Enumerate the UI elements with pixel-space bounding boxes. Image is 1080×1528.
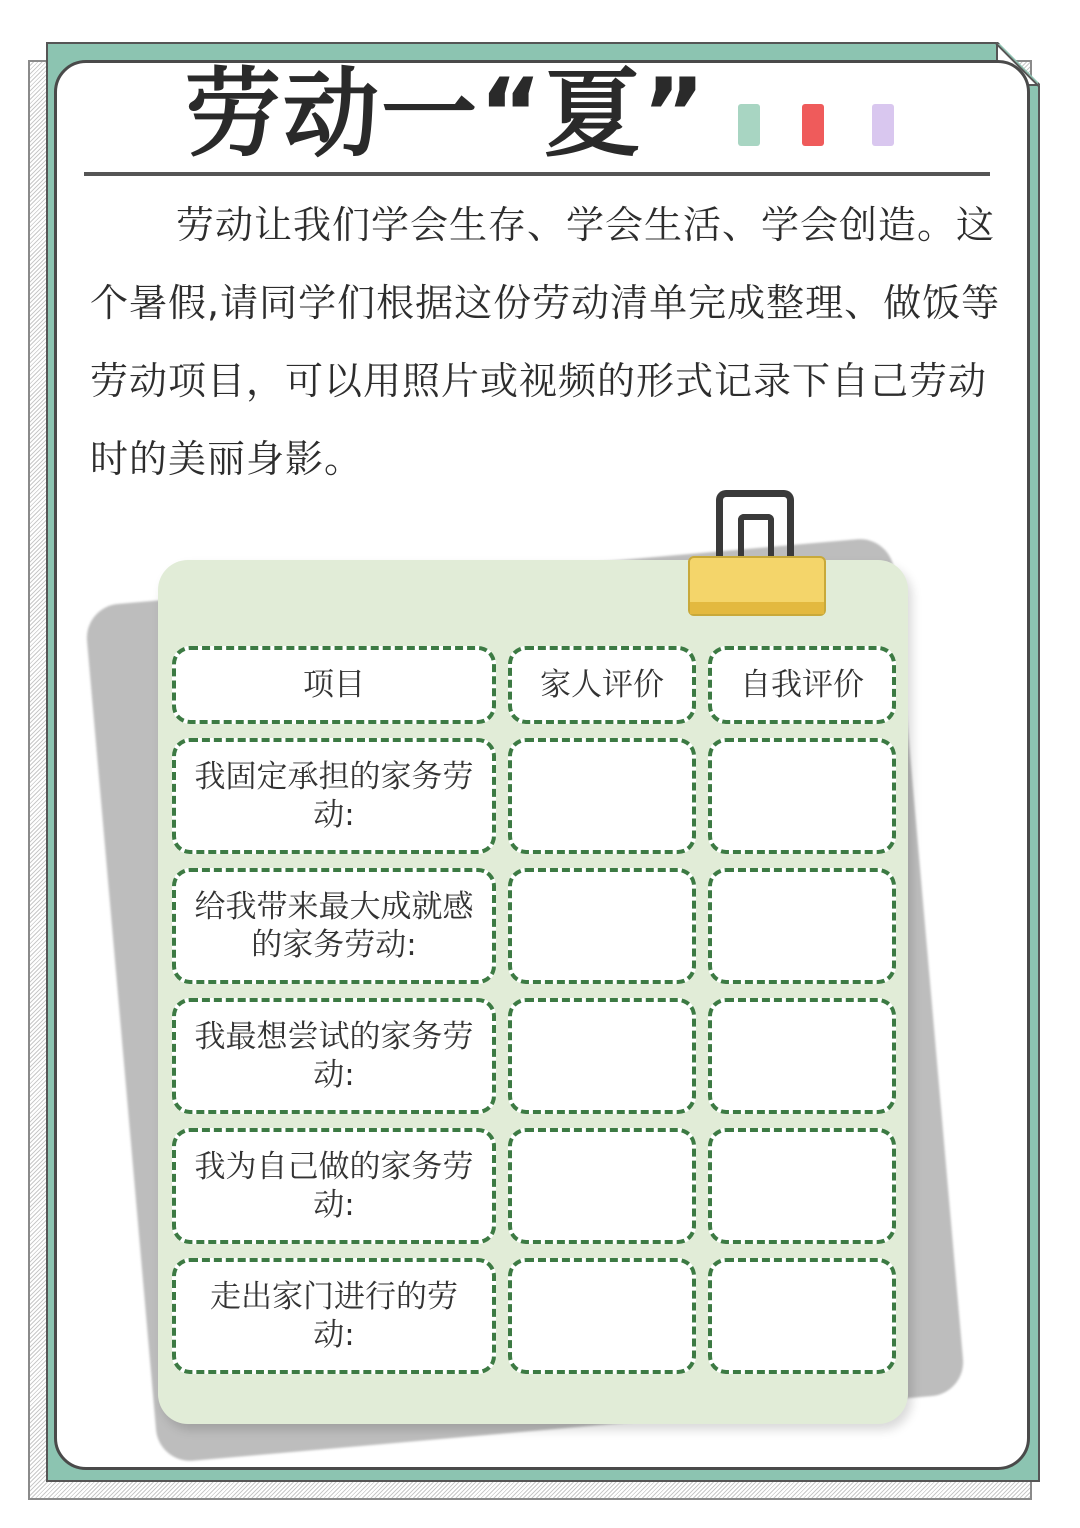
- row-3-item-label: 我最想尝试的家务劳动:: [172, 998, 496, 1114]
- row-3-family-rating-cell[interactable]: [508, 998, 696, 1114]
- row-1-item-label: 我固定承担的家务劳动:: [172, 738, 496, 854]
- row-5-self-rating-cell[interactable]: [708, 1258, 896, 1374]
- tag-green-decoration: [738, 104, 760, 146]
- row-2-family-rating-cell[interactable]: [508, 868, 696, 984]
- intro-paragraph: 劳动让我们学会生存、学会生活、学会创造。这个暑假,请同学们根据这份劳动清单完成整理、做饭等劳动项目，可以用照片或视频的形式记录下自己劳动时的美丽身影。: [90, 203, 1001, 481]
- row-2-item-label: 给我带来最大成就感的家务劳动:: [172, 868, 496, 984]
- row-5-family-rating-cell[interactable]: [508, 1258, 696, 1374]
- header-self-rating: 自我评价: [708, 646, 896, 724]
- tag-red-decoration: [802, 104, 824, 146]
- row-4-family-rating-cell[interactable]: [508, 1128, 696, 1244]
- row-4-item-label: 我为自己做的家务劳动:: [172, 1128, 496, 1244]
- page-title: 劳动一“夏”: [185, 58, 708, 170]
- row-1-self-rating-cell[interactable]: [708, 738, 896, 854]
- row-3-self-rating-cell[interactable]: [708, 998, 896, 1114]
- header-family-rating: 家人评价: [508, 646, 696, 724]
- row-5-item-label: 走出家门进行的劳动:: [172, 1258, 496, 1374]
- tag-purple-decoration: [872, 104, 894, 146]
- row-4-self-rating-cell[interactable]: [708, 1128, 896, 1244]
- binder-clip-base: [688, 556, 826, 616]
- row-1-family-rating-cell[interactable]: [508, 738, 696, 854]
- title-underline: [84, 172, 990, 176]
- header-item: 项目: [172, 646, 496, 724]
- row-2-self-rating-cell[interactable]: [708, 868, 896, 984]
